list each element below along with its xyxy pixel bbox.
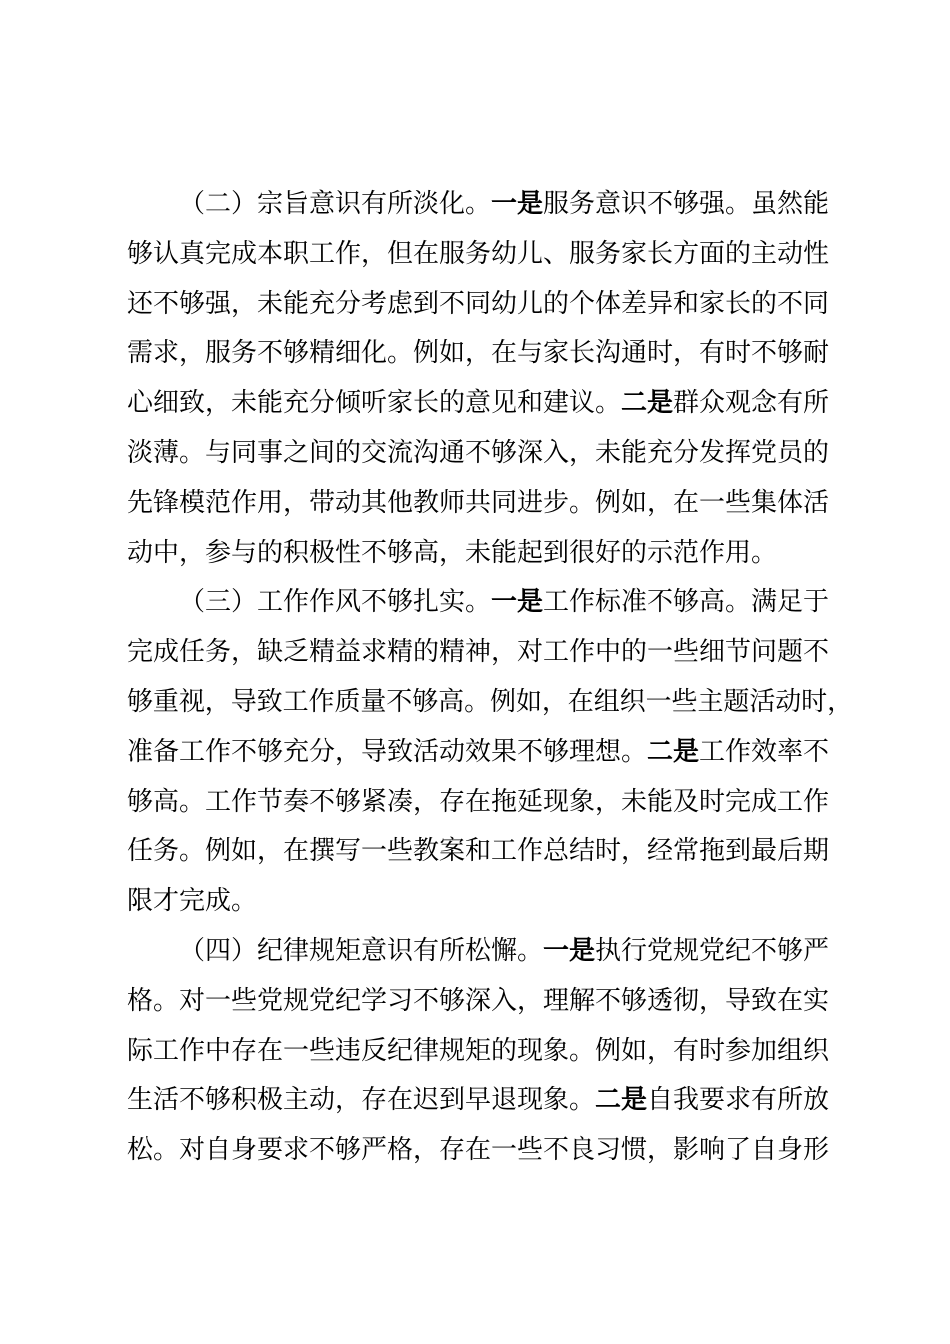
text-segment: 工作效率不 xyxy=(699,736,830,767)
text-segment: 需求，服务不够精细化。例如，在与家长沟通时，有时不够耐 xyxy=(127,338,830,369)
emphasis-label: 一是 xyxy=(491,587,544,618)
text-line xyxy=(127,778,853,828)
text-segment: 群众观念有所 xyxy=(673,388,830,419)
emphasis-label: 二是 xyxy=(647,736,700,767)
emphasis-label: 一是 xyxy=(491,189,544,219)
text-line xyxy=(127,578,853,628)
text-segment: 生活不够积极主动，存在迟到早退现象。 xyxy=(127,1085,596,1116)
text-line xyxy=(127,827,853,877)
text-segment: 任务。例如，在撰写一些教案和工作总结时，经常拖到最后期 xyxy=(127,836,830,867)
text-segment: 够重视，导致工作质量不够高。例如，在组织一些主题活动时， xyxy=(127,686,854,717)
emphasis-label: 一是 xyxy=(543,935,596,966)
text-segment: 格。对一些党规党纪学习不够深入，理解不够透彻，导致在实 xyxy=(127,985,830,1016)
text-segment: 还不够强，未能充分考虑到不同幼儿的个体差异和家长的不同 xyxy=(127,288,830,319)
text-segment: 际工作中存在一些违反纪律规矩的现象。例如，有时参加组织 xyxy=(127,1035,830,1066)
text-line xyxy=(127,628,853,678)
text-line xyxy=(127,877,853,927)
text-line xyxy=(127,479,853,529)
text-segment: 工作标准不够高。满足于 xyxy=(543,587,830,618)
text-line xyxy=(127,1076,853,1126)
paragraph xyxy=(127,180,853,578)
text-segment: 够认真完成本职工作，但在服务幼儿、服务家长方面的主动性 xyxy=(127,238,830,269)
emphasis-label: 二是 xyxy=(595,1085,648,1116)
text-line xyxy=(127,429,853,479)
text-segment: 准备工作不够充分，导致活动效果不够理想。 xyxy=(127,736,648,767)
text-line xyxy=(127,1126,853,1176)
text-segment: （二）宗旨意识有所淡化。 xyxy=(179,189,492,219)
text-line xyxy=(127,230,853,280)
emphasis-label: 二是 xyxy=(621,388,674,419)
text-segment: 执行党规党纪不够严 xyxy=(595,935,830,966)
text-segment: 自我要求有所放 xyxy=(647,1085,830,1116)
text-segment: 动中，参与的积极性不够高，未能起到很好的示范作用。 xyxy=(127,537,778,568)
text-segment: 限才完成。 xyxy=(127,886,258,917)
text-segment: （四）纪律规矩意识有所松懈。 xyxy=(179,935,544,966)
text-segment: 松。对自身要求不够严格，存在一些不良习惯，影响了自身形 xyxy=(127,1135,830,1166)
paragraph xyxy=(127,578,853,927)
text-line xyxy=(127,1027,853,1077)
text-line xyxy=(127,529,853,579)
text-segment: 淡薄。与同事之间的交流沟通不够深入，未能充分发挥党员的 xyxy=(127,437,830,468)
text-line xyxy=(127,280,853,330)
text-line xyxy=(127,379,853,429)
text-segment: 完成任务，缺乏精益求精的精神，对工作中的一些细节问题不 xyxy=(127,637,830,668)
text-line xyxy=(127,678,853,728)
text-line xyxy=(127,180,853,230)
text-segment: 心细致，未能充分倾听家长的意见和建议。 xyxy=(127,388,622,419)
text-line xyxy=(127,977,853,1027)
text-segment: （三）工作作风不够扎实。 xyxy=(179,587,492,618)
text-segment: 先锋模范作用，带动其他教师共同进步。例如，在一些集体活 xyxy=(127,487,830,518)
text-segment: 服务意识不够强。虽然能 xyxy=(543,189,830,219)
paragraph xyxy=(127,927,853,1176)
text-segment: 够高。工作节奏不够紧凑，存在拖延现象，未能及时完成工作 xyxy=(127,786,830,817)
text-line xyxy=(127,927,853,977)
text-line xyxy=(127,329,853,379)
text-line xyxy=(127,728,853,778)
document-body xyxy=(127,180,853,1176)
